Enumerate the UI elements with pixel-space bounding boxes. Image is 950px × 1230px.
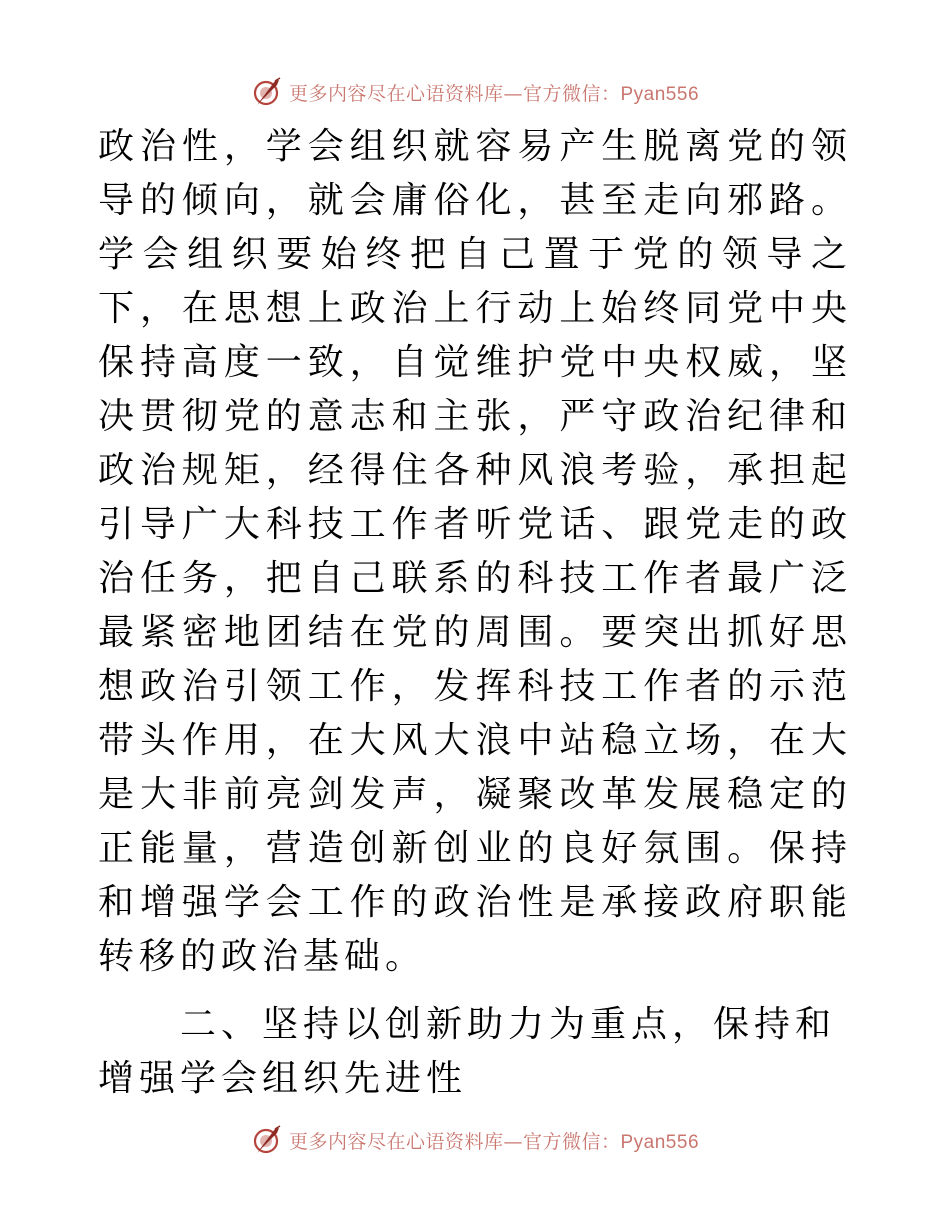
header-watermark	[0, 72, 950, 112]
body-paragraph: 政治性，学会组织就容易产生脱离党的领导的倾向，就会庸俗化，甚至走向邪路。学会组织要始终把自己置于党的领导之下，在思想上政治上行动上始终同党中央保持高度一致，自觉维护党中央权威，坚决贯彻党的意志和主张，严守政治纪律和政治规矩，经得住各种风浪考验，承担起引导广大科技工作者听党话、跟党走的政治任务，把自己联系的科技工作者最广泛最紧密地团结在党的周围。要突出抓好思想政治引领工作，发挥科技工作者的示范带头作用，在大风大浪中站稳立场，在大是大非前亮剑发声，凝聚改革发展稳定的正能量，营造创新创业的良好氛围。保持和增强学会工作的政治性是承接政府职能转移的政治基础。	[98, 126, 852, 977]
document-body	[98, 120, 852, 1106]
watermark-text: 更多内容尽在心语资料库—官方微信：Pyan556	[288, 82, 700, 105]
quill-seal-icon	[251, 76, 283, 108]
watermark-text: 更多内容尽在心语资料库—官方微信：Pyan556	[288, 1130, 700, 1153]
section-heading: 二、坚持以创新助力为重点，保持和增强学会组织先进性	[98, 1004, 837, 1099]
footer-watermark	[0, 1120, 950, 1160]
watermark-handle: Pyan556	[620, 1131, 700, 1153]
watermark-handle: Pyan556	[620, 83, 700, 105]
quill-seal-icon	[251, 1124, 283, 1156]
